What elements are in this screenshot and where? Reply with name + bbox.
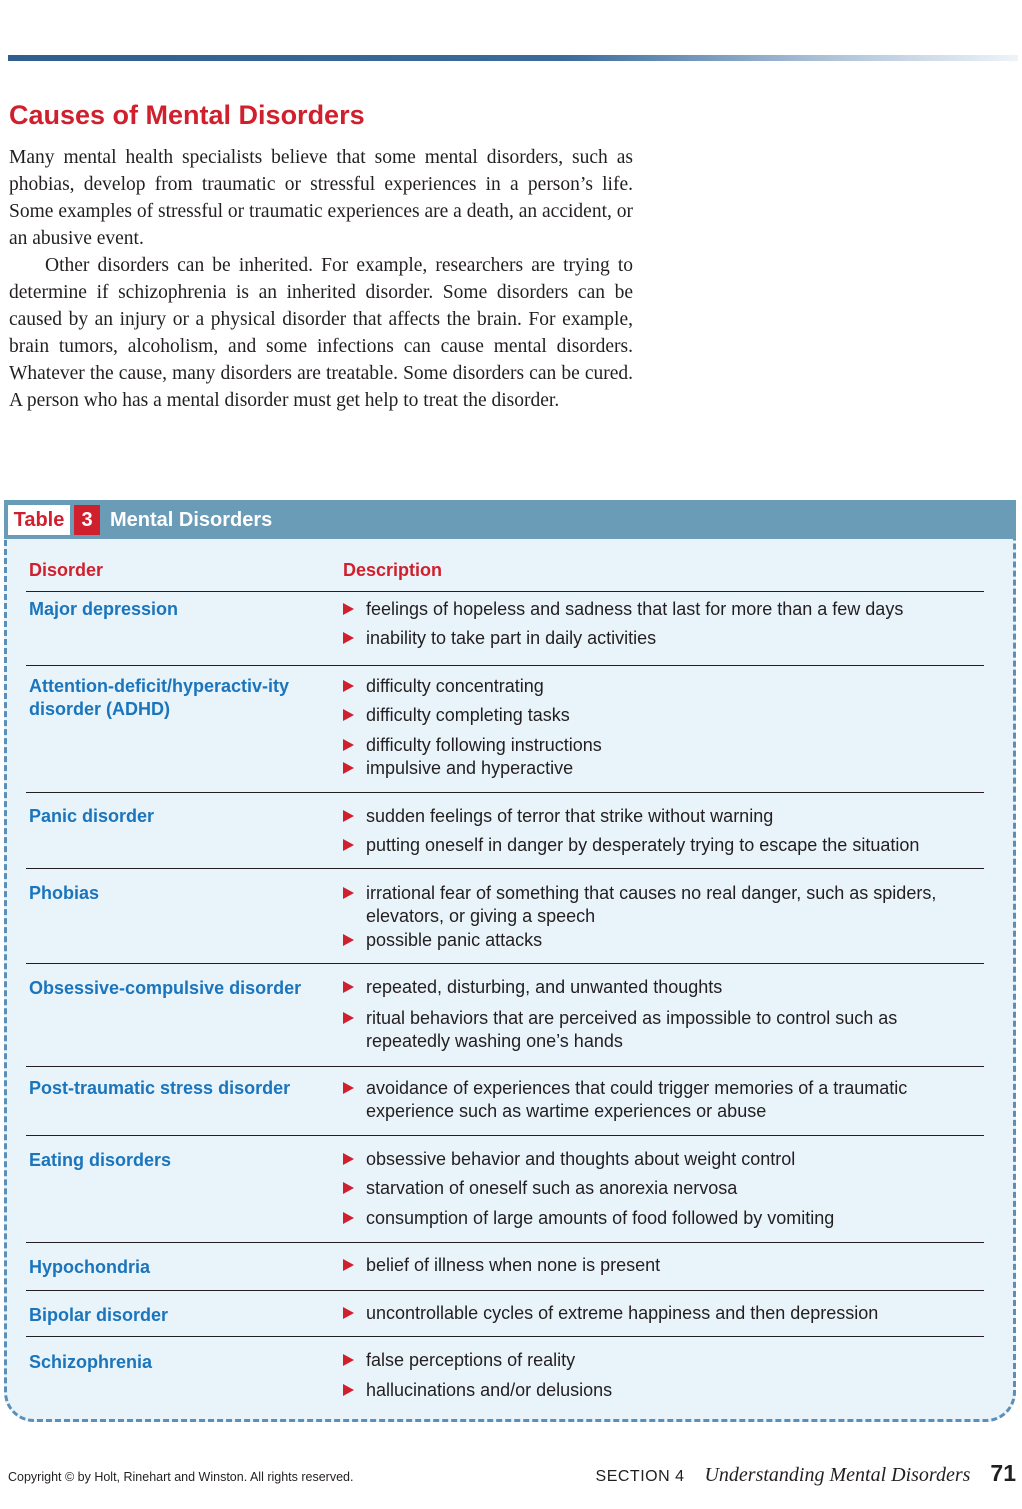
description-item: feelings of hopeless and sadness that last for more than a few days bbox=[343, 598, 973, 621]
footer-copyright: Copyright © by Holt, Rinehart and Winston. All rights reserved. bbox=[8, 1470, 354, 1484]
table-rule bbox=[26, 1336, 984, 1337]
disorder-name: Eating disorders bbox=[29, 1150, 172, 1170]
bullet-triangle-icon bbox=[343, 680, 354, 692]
section-title: Causes of Mental Disorders bbox=[9, 100, 365, 130]
table-rule bbox=[26, 963, 984, 964]
description-item: false perceptions of reality bbox=[343, 1349, 973, 1372]
description-item: consumption of large amounts of food followed by vomiting bbox=[343, 1207, 973, 1230]
description-item: inability to take part in daily activities bbox=[343, 627, 973, 650]
bullet-triangle-icon bbox=[343, 1082, 354, 1094]
bullet-triangle-icon bbox=[343, 1182, 354, 1194]
disorder-name: Bipolar disorder bbox=[29, 1305, 169, 1325]
disorder-name: Hypochondria bbox=[29, 1257, 151, 1277]
paragraph: Many mental health specialists believe that some mental disorders, such as phobias, develop from traumatic or stressful experiences in a person’s life. Some examples of stressful or traumatic experiences are a death, an accident, or an abusive event. bbox=[9, 147, 633, 249]
description-item: belief of illness when none is present bbox=[343, 1254, 973, 1277]
bullet-triangle-icon bbox=[343, 1354, 354, 1366]
table-rule bbox=[26, 1066, 984, 1067]
bullet-triangle-icon bbox=[343, 1012, 354, 1024]
disorder-name: Obsessive-compulsive disorder bbox=[29, 978, 302, 998]
footer-section-title: Understanding Mental Disorders bbox=[704, 1464, 971, 1486]
bullet-triangle-icon bbox=[343, 1384, 354, 1396]
description-item: difficulty concentrating bbox=[343, 675, 973, 698]
description-item: sudden feelings of terror that strike without warning bbox=[343, 805, 973, 828]
description-item: ritual behaviors that are perceived as impossible to control such as repeatedly washing one’s hands bbox=[343, 1007, 973, 1053]
footer-section-label: SECTION 4 bbox=[595, 1468, 685, 1485]
disorder-name: Schizophrenia bbox=[29, 1352, 153, 1372]
disorder-name: Panic disorder bbox=[29, 806, 155, 826]
bullet-triangle-icon bbox=[343, 887, 354, 899]
table-rule bbox=[26, 665, 984, 666]
description-item: repeated, disturbing, and unwanted thoughts bbox=[343, 976, 973, 999]
paragraph: Other disorders can be inherited. For example, researchers are trying to determine if schizophrenia is an inherited disorder. Some disorders can be caused by an injury or a physical disorder that affects the brain. For example, brain tumors, alcoholism, and some infections can cause mental disorders. Whatever the cause, many disorders are treatable. Some disorders can be cured. A person who has a mental disorder must get help to treat the disorder. bbox=[9, 255, 633, 411]
disorder-name: Attention-deficit/hyperactiv-ity disorder (ADHD) bbox=[29, 676, 290, 719]
table-rule bbox=[26, 1242, 984, 1243]
description-item: putting oneself in danger by desperately trying to escape the situation bbox=[343, 834, 973, 857]
description-item: impulsive and hyperactive bbox=[343, 757, 973, 780]
bullet-triangle-icon bbox=[343, 1259, 354, 1271]
description-item: difficulty following instructions bbox=[343, 734, 973, 757]
disorder-name: Phobias bbox=[29, 883, 100, 903]
column-header-disorder: Disorder bbox=[29, 560, 104, 580]
bullet-triangle-icon bbox=[343, 981, 354, 993]
bullet-triangle-icon bbox=[343, 739, 354, 751]
bullet-triangle-icon bbox=[343, 810, 354, 822]
table-label: Table bbox=[8, 505, 70, 535]
table-rule bbox=[26, 591, 984, 592]
bullet-triangle-icon bbox=[343, 1153, 354, 1165]
table-rule bbox=[26, 1135, 984, 1136]
bullet-triangle-icon bbox=[343, 839, 354, 851]
bullet-triangle-icon bbox=[343, 709, 354, 721]
description-item: avoidance of experiences that could trigger memories of a traumatic experience such as wartime experiences or abuse bbox=[343, 1077, 973, 1123]
table-rule bbox=[26, 868, 984, 869]
page-number: 71 bbox=[990, 1460, 1016, 1486]
description-item: possible panic attacks bbox=[343, 929, 973, 952]
column-header-description: Description bbox=[343, 560, 443, 580]
bullet-triangle-icon bbox=[343, 1307, 354, 1319]
description-item: starvation of oneself such as anorexia nervosa bbox=[343, 1177, 973, 1200]
description-item: irrational fear of something that causes no real danger, such as spiders, elevators, or giving a speech bbox=[343, 882, 973, 928]
footer-running-head bbox=[596, 1460, 1016, 1487]
bullet-triangle-icon bbox=[343, 1212, 354, 1224]
top-rule bbox=[8, 55, 1018, 61]
table-number: 3 bbox=[74, 505, 100, 535]
disorder-name: Post-traumatic stress disorder bbox=[29, 1078, 291, 1098]
bullet-triangle-icon bbox=[343, 762, 354, 774]
description-item: uncontrollable cycles of extreme happiness and then depression bbox=[343, 1302, 973, 1325]
disorder-name: Major depression bbox=[29, 599, 179, 619]
description-item: hallucinations and/or delusions bbox=[343, 1379, 973, 1402]
description-item: difficulty completing tasks bbox=[343, 704, 973, 727]
table-rule bbox=[26, 792, 984, 793]
table-rule bbox=[26, 1290, 984, 1291]
bullet-triangle-icon bbox=[343, 632, 354, 644]
table-title: Mental Disorders bbox=[110, 509, 273, 531]
bullet-triangle-icon bbox=[343, 934, 354, 946]
bullet-triangle-icon bbox=[343, 603, 354, 615]
body-text bbox=[9, 144, 633, 414]
description-item: obsessive behavior and thoughts about weight control bbox=[343, 1148, 973, 1171]
